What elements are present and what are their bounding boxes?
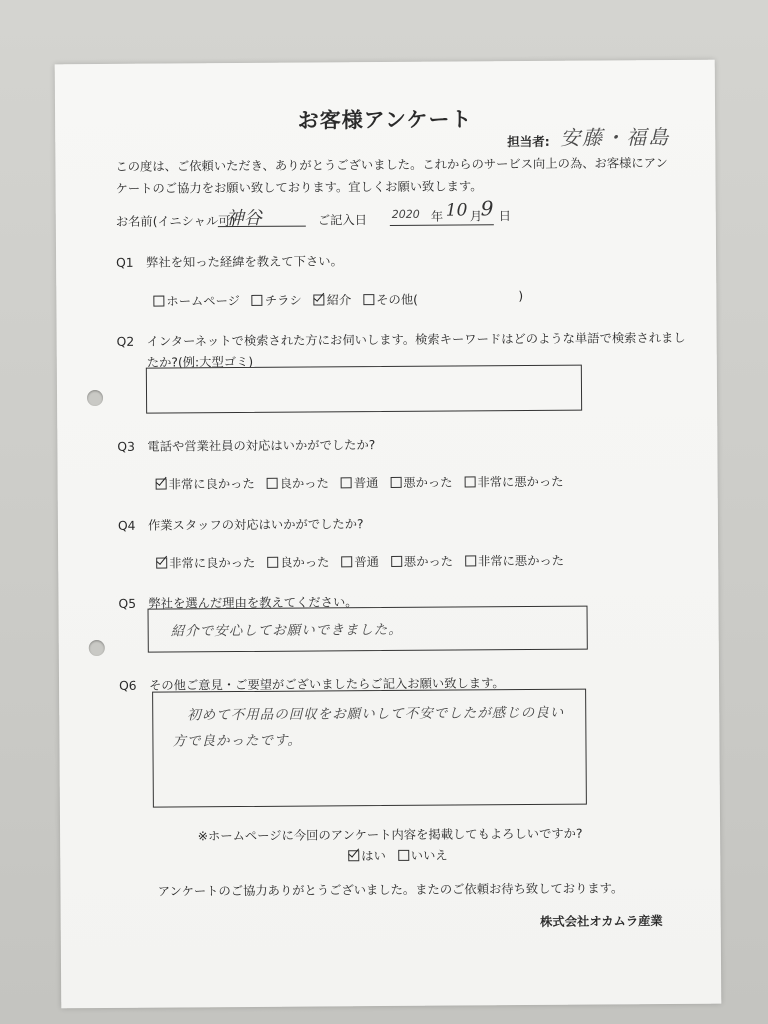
q3-option-normal[interactable]: 普通: [341, 473, 379, 491]
checkbox-icon[interactable]: [341, 556, 352, 567]
date-year-value: 2020: [391, 207, 420, 221]
q4-options: [156, 551, 572, 572]
checkbox-icon[interactable]: [252, 295, 263, 306]
punch-hole-top: [87, 390, 103, 406]
survey-sheet: [55, 60, 722, 1009]
q4-option-normal[interactable]: 普通: [341, 552, 379, 570]
name-field[interactable]: 神谷: [218, 204, 306, 228]
checked-checkbox-icon[interactable]: [156, 479, 167, 490]
q5-number: Q5: [118, 596, 137, 611]
checkbox-icon[interactable]: [465, 555, 476, 566]
q2-number: Q2: [116, 334, 135, 349]
checkbox-icon[interactable]: [398, 850, 409, 861]
checkbox-icon[interactable]: [153, 296, 164, 307]
q2-question: [117, 328, 686, 350]
checkbox-icon[interactable]: [464, 476, 475, 487]
q3-question: [117, 435, 375, 455]
q4-option-good[interactable]: 良かった: [267, 552, 329, 570]
thanks-message: アンケートのご協力ありがとうございました。またのご依頼お待ち致しております。: [157, 881, 624, 899]
q1-number: Q1: [116, 255, 134, 270]
q6-answer-line2: 方で良かったです。: [172, 732, 302, 750]
q1-question: [116, 251, 343, 271]
checkbox-icon[interactable]: [363, 294, 374, 305]
q1-options: [153, 290, 426, 310]
publish-question: ※ホームページに今回のアンケート内容を掲載してもよろしいですか?: [197, 826, 583, 844]
q4-option-very-bad[interactable]: 非常に悪かった: [465, 551, 564, 570]
q2-text-line1: インターネットで検索された方にお伺いします。検索キーワードはどのような単語で検索されまし: [146, 330, 686, 349]
q4-text: 作業スタッフの対応はいかがでしたか?: [147, 517, 364, 533]
q6-number: Q6: [119, 678, 137, 693]
checkbox-icon[interactable]: [390, 477, 401, 488]
q3-number: Q3: [117, 439, 135, 454]
q3-options: [156, 472, 572, 493]
intro-text: この度は、ご依頼いただき、ありがとうございました。これからのサービス向上の為、お客様にアンケートのご協力をお願い致しております。宜しくお願い致します。: [115, 156, 668, 196]
date-month-unit: 月: [469, 209, 483, 224]
q4-number: Q4: [117, 518, 136, 533]
q1-option-homepage[interactable]: ホームページ: [153, 291, 240, 310]
publish-options: [348, 846, 456, 865]
q4-option-bad[interactable]: 悪かった: [391, 552, 453, 570]
date-day-value: 9: [480, 196, 494, 221]
q5-answer-handwritten: 紹介で安心してお願いできました。: [170, 621, 403, 640]
q1-other-close: ): [518, 289, 524, 304]
q1-option-flyer[interactable]: チラシ: [252, 291, 302, 309]
checkbox-icon[interactable]: [267, 478, 278, 489]
checkbox-icon[interactable]: [391, 556, 402, 567]
q5-text: 弊社を選んだ理由を教えてください。: [148, 595, 358, 611]
q3-option-very-bad[interactable]: 非常に悪かった: [464, 472, 563, 491]
company-name: 株式会社オカムラ産業: [540, 914, 663, 929]
q2-answer-box[interactable]: [146, 365, 582, 414]
page-title: お客様アンケート: [297, 107, 473, 133]
q3-option-very-good[interactable]: 非常に良かった: [156, 474, 255, 493]
date-day-unit: 日: [498, 209, 512, 224]
publish-option-yes[interactable]: はい: [348, 846, 386, 864]
q1-option-other[interactable]: その他(: [363, 290, 418, 308]
checkbox-icon[interactable]: [267, 557, 278, 568]
checked-checkbox-icon[interactable]: [314, 294, 325, 305]
staff-label: 担当者:: [507, 133, 550, 150]
date-year-unit: 年: [430, 209, 444, 224]
checked-checkbox-icon[interactable]: [348, 850, 359, 861]
date-label: ご記入日: [317, 213, 368, 228]
date-month-value: 10: [445, 200, 468, 221]
q1-option-referral[interactable]: 紹介: [314, 290, 352, 308]
punch-hole-bottom: [89, 640, 105, 656]
q1-text: 弊社を知った経緯を教えて下さい。: [146, 254, 343, 270]
q3-option-good[interactable]: 良かった: [267, 473, 329, 491]
q3-text: 電話や営業社員の対応はいかがでしたか?: [147, 438, 376, 454]
q2-text-line2: たか?(例:大型ゴミ): [146, 354, 254, 370]
checked-checkbox-icon[interactable]: [156, 558, 167, 569]
q3-option-bad[interactable]: 悪かった: [390, 473, 452, 491]
q4-question: [118, 514, 364, 534]
q6-text: その他ご意見・ご要望がございましたらご記入お願い致します。: [149, 676, 505, 693]
q6-answer-line1: 初めて不用品の回収をお願いして不安でしたが感じの良い: [187, 704, 565, 724]
publish-option-no[interactable]: いいえ: [398, 846, 448, 864]
checkbox-icon[interactable]: [341, 477, 352, 488]
name-label: お名前(イニシャル可): [115, 214, 236, 229]
q4-option-very-good[interactable]: 非常に良かった: [156, 553, 255, 572]
staff-handwritten: 安藤・福島: [560, 125, 671, 150]
